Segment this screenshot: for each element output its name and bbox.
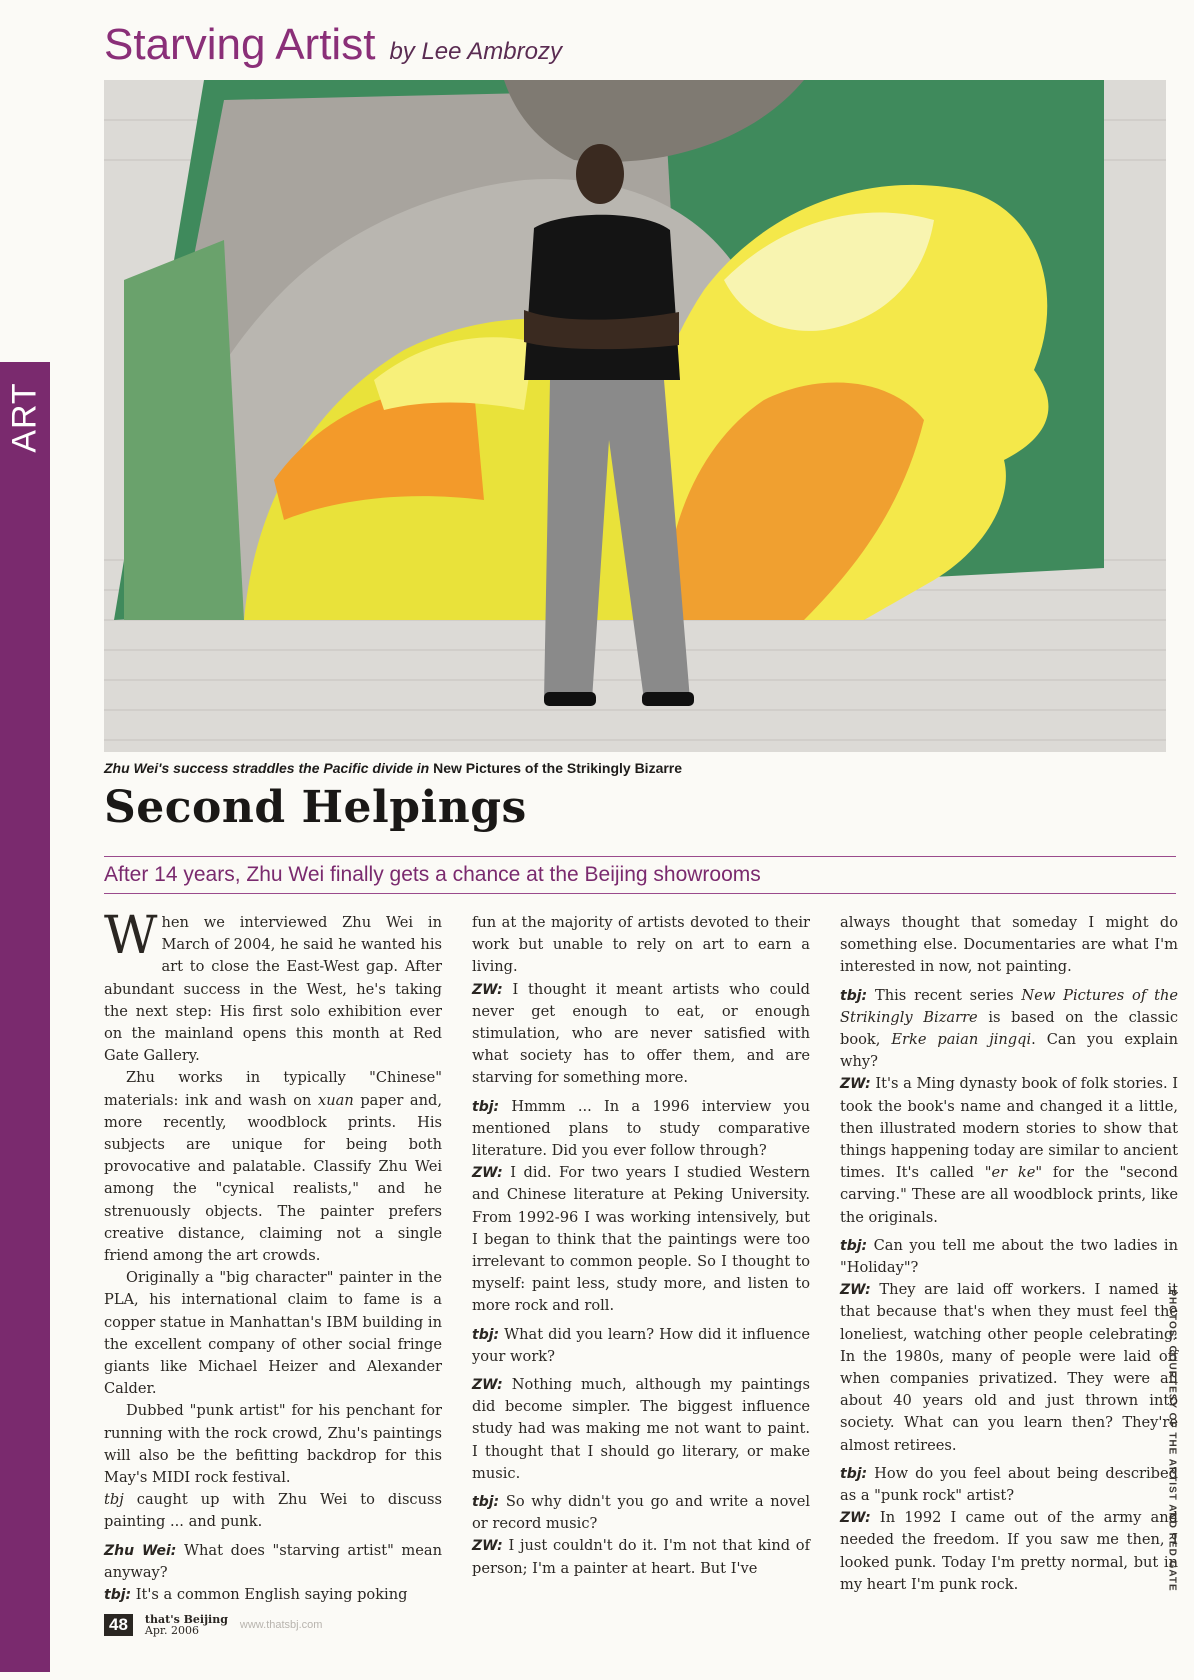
- column-title: Starving Artist: [104, 20, 376, 69]
- drop-cap: W: [104, 906, 158, 966]
- interview-answer: ZW: I did. For two years I studied Western and Chinese literature at Peking University. From 1992-96 I was working intensively, but I began to think that the paintings were too irrelevant to common people. So I thought to myself: paint less, study more, and listen to more rock and roll.: [472, 1164, 810, 1315]
- interview-answer: ZW: It's a Ming dynasty book of folk stories. I took the book's name and changed it a little, then illustrated modern stories to show that things happening today are similar to ancient times. It's called "er ke" for the "second carving." These are all woodblock prints, like the originals.: [840, 1075, 1178, 1226]
- interview-question: tbj: How do you feel about being described as a "punk rock" artist?: [840, 1464, 1178, 1505]
- page-number: 48: [104, 1614, 133, 1636]
- issue-date: Apr. 2006: [144, 1624, 199, 1637]
- artist-photo-illustration: [104, 80, 1166, 752]
- magazine-info: [145, 1614, 228, 1636]
- article-body: [104, 906, 1178, 1604]
- paragraph: tbj caught up with Zhu Wei to discuss painting ... and punk.: [104, 1491, 442, 1531]
- interview-question: tbj: Hmmm ... In a 1996 interview you mentioned plans to study comparative literature. Did you ever follow through?: [472, 1097, 810, 1160]
- section-tab-label: ART: [5, 381, 44, 453]
- interview-answer: ZW: They are laid off workers. I named it that because that's when they must feel the loneliest, watching other people celebrating. In the 1980s, many of people were laid off when companies privatized. They were all about 40 years old and just thrown into society. What can you learn then? They're almost retirees.: [840, 1281, 1178, 1454]
- paragraph: fun at the majority of artists devoted to their work but unable to rely on art to earn a living.: [472, 914, 810, 976]
- photo-caption: [104, 760, 1164, 776]
- paragraph: always thought that someday I might do something else. Documentaries are what I'm interested in now, not painting.: [840, 914, 1178, 976]
- byline: by Lee Ambrozy: [389, 38, 562, 65]
- caption-text: Zhu Wei's success straddles the Pacific divide in: [104, 760, 434, 776]
- website: www.thatsbj.com: [239, 1619, 323, 1631]
- body-column-3: [840, 912, 1178, 1593]
- interview-answer: ZW: In 1992 I came out of the army and needed the freedom. If you saw me then, I looked punk. Today I'm pretty normal, but in my heart I'm punk rock.: [840, 1509, 1178, 1593]
- page-footer: [104, 1612, 524, 1638]
- interview-question: tbj: So why didn't you go and write a novel or record music?: [472, 1493, 810, 1533]
- section-sidebar: [0, 362, 50, 1672]
- interview-answer: ZW: Nothing much, although my paintings did become simpler. The biggest influence study had was making me not want to paint. I thought that I should go literary, or make music.: [472, 1376, 810, 1482]
- interview-question: tbj: This recent series New Pictures of the Strikingly Bizarre is based on the classic book, Erke paian jingqi. Can you explain why?: [840, 986, 1178, 1071]
- interview-answer: ZW: I thought it meant artists who could never get enough to eat, or enough stimulation, who are never satisfied with what society has to offer them, and are starving for something more.: [472, 980, 810, 1087]
- paragraph: Dubbed "punk artist" for his penchant for running with the rock crowd, Zhu's paintings will also be the befitting backdrop for this May's MIDI rock festival.: [104, 1402, 442, 1487]
- interview-answer: tbj: It's a common English saying poking: [104, 1586, 408, 1604]
- interview-question: tbj: Can you tell me about the two ladies in "Holiday"?: [840, 1236, 1178, 1277]
- photo-credit-text: PHOTOS: COURTESY OF THE ARTIST AND RED GATE: [1166, 1288, 1178, 1592]
- section-tab: [2, 372, 48, 462]
- paragraph: Originally a "big character" painter in the PLA, his international claim to fame is a copper statue in Manhattan's IBM building in the excellent company of other social fringe giants like Michael Heizer and Alexander Calder.: [104, 1269, 442, 1398]
- interview-question: Zhu Wei: What does "starving artist" mean anyway?: [104, 1541, 442, 1581]
- body-column-1: [104, 906, 442, 1604]
- article-headline: Second Helpings: [104, 782, 527, 833]
- feature-photo: [104, 80, 1166, 752]
- body-column-2: [472, 912, 810, 1582]
- magazine-name: that's Beijing: [144, 1613, 228, 1626]
- caption-artwork-title: New Pictures of the Strikingly Bizarre: [433, 760, 683, 776]
- photo-credit: [1152, 1260, 1192, 1620]
- interview-question: tbj: What did you learn? How did it influence your work?: [472, 1325, 810, 1365]
- column-header: [104, 20, 1164, 80]
- interview-answer: ZW: I just couldn't do it. I'm not that kind of person; I'm a painter at heart. But I've: [472, 1537, 810, 1577]
- paragraph: When we interviewed Zhu Wei in March of 2004, he said he wanted his art to close the East-West gap. After abundant success in the West, he's taking the next step: His first solo exhibition ever on the mainland opens this month at Red Gate Gallery.: [104, 906, 442, 1065]
- paragraph: Zhu works in typically "Chinese" materials: ink and wash on xuan paper and, more recently, woodblock prints. His subjects are unique for being both provocative and palatable. Classify Zhu Wei among the "cynical realists," and he strenuously objects. The painter prefers creative distance, claiming not a single friend among the art crowds.: [104, 1069, 442, 1265]
- article-standfirst: After 14 years, Zhu Wei finally gets a chance at the Beijing showrooms: [104, 856, 1176, 894]
